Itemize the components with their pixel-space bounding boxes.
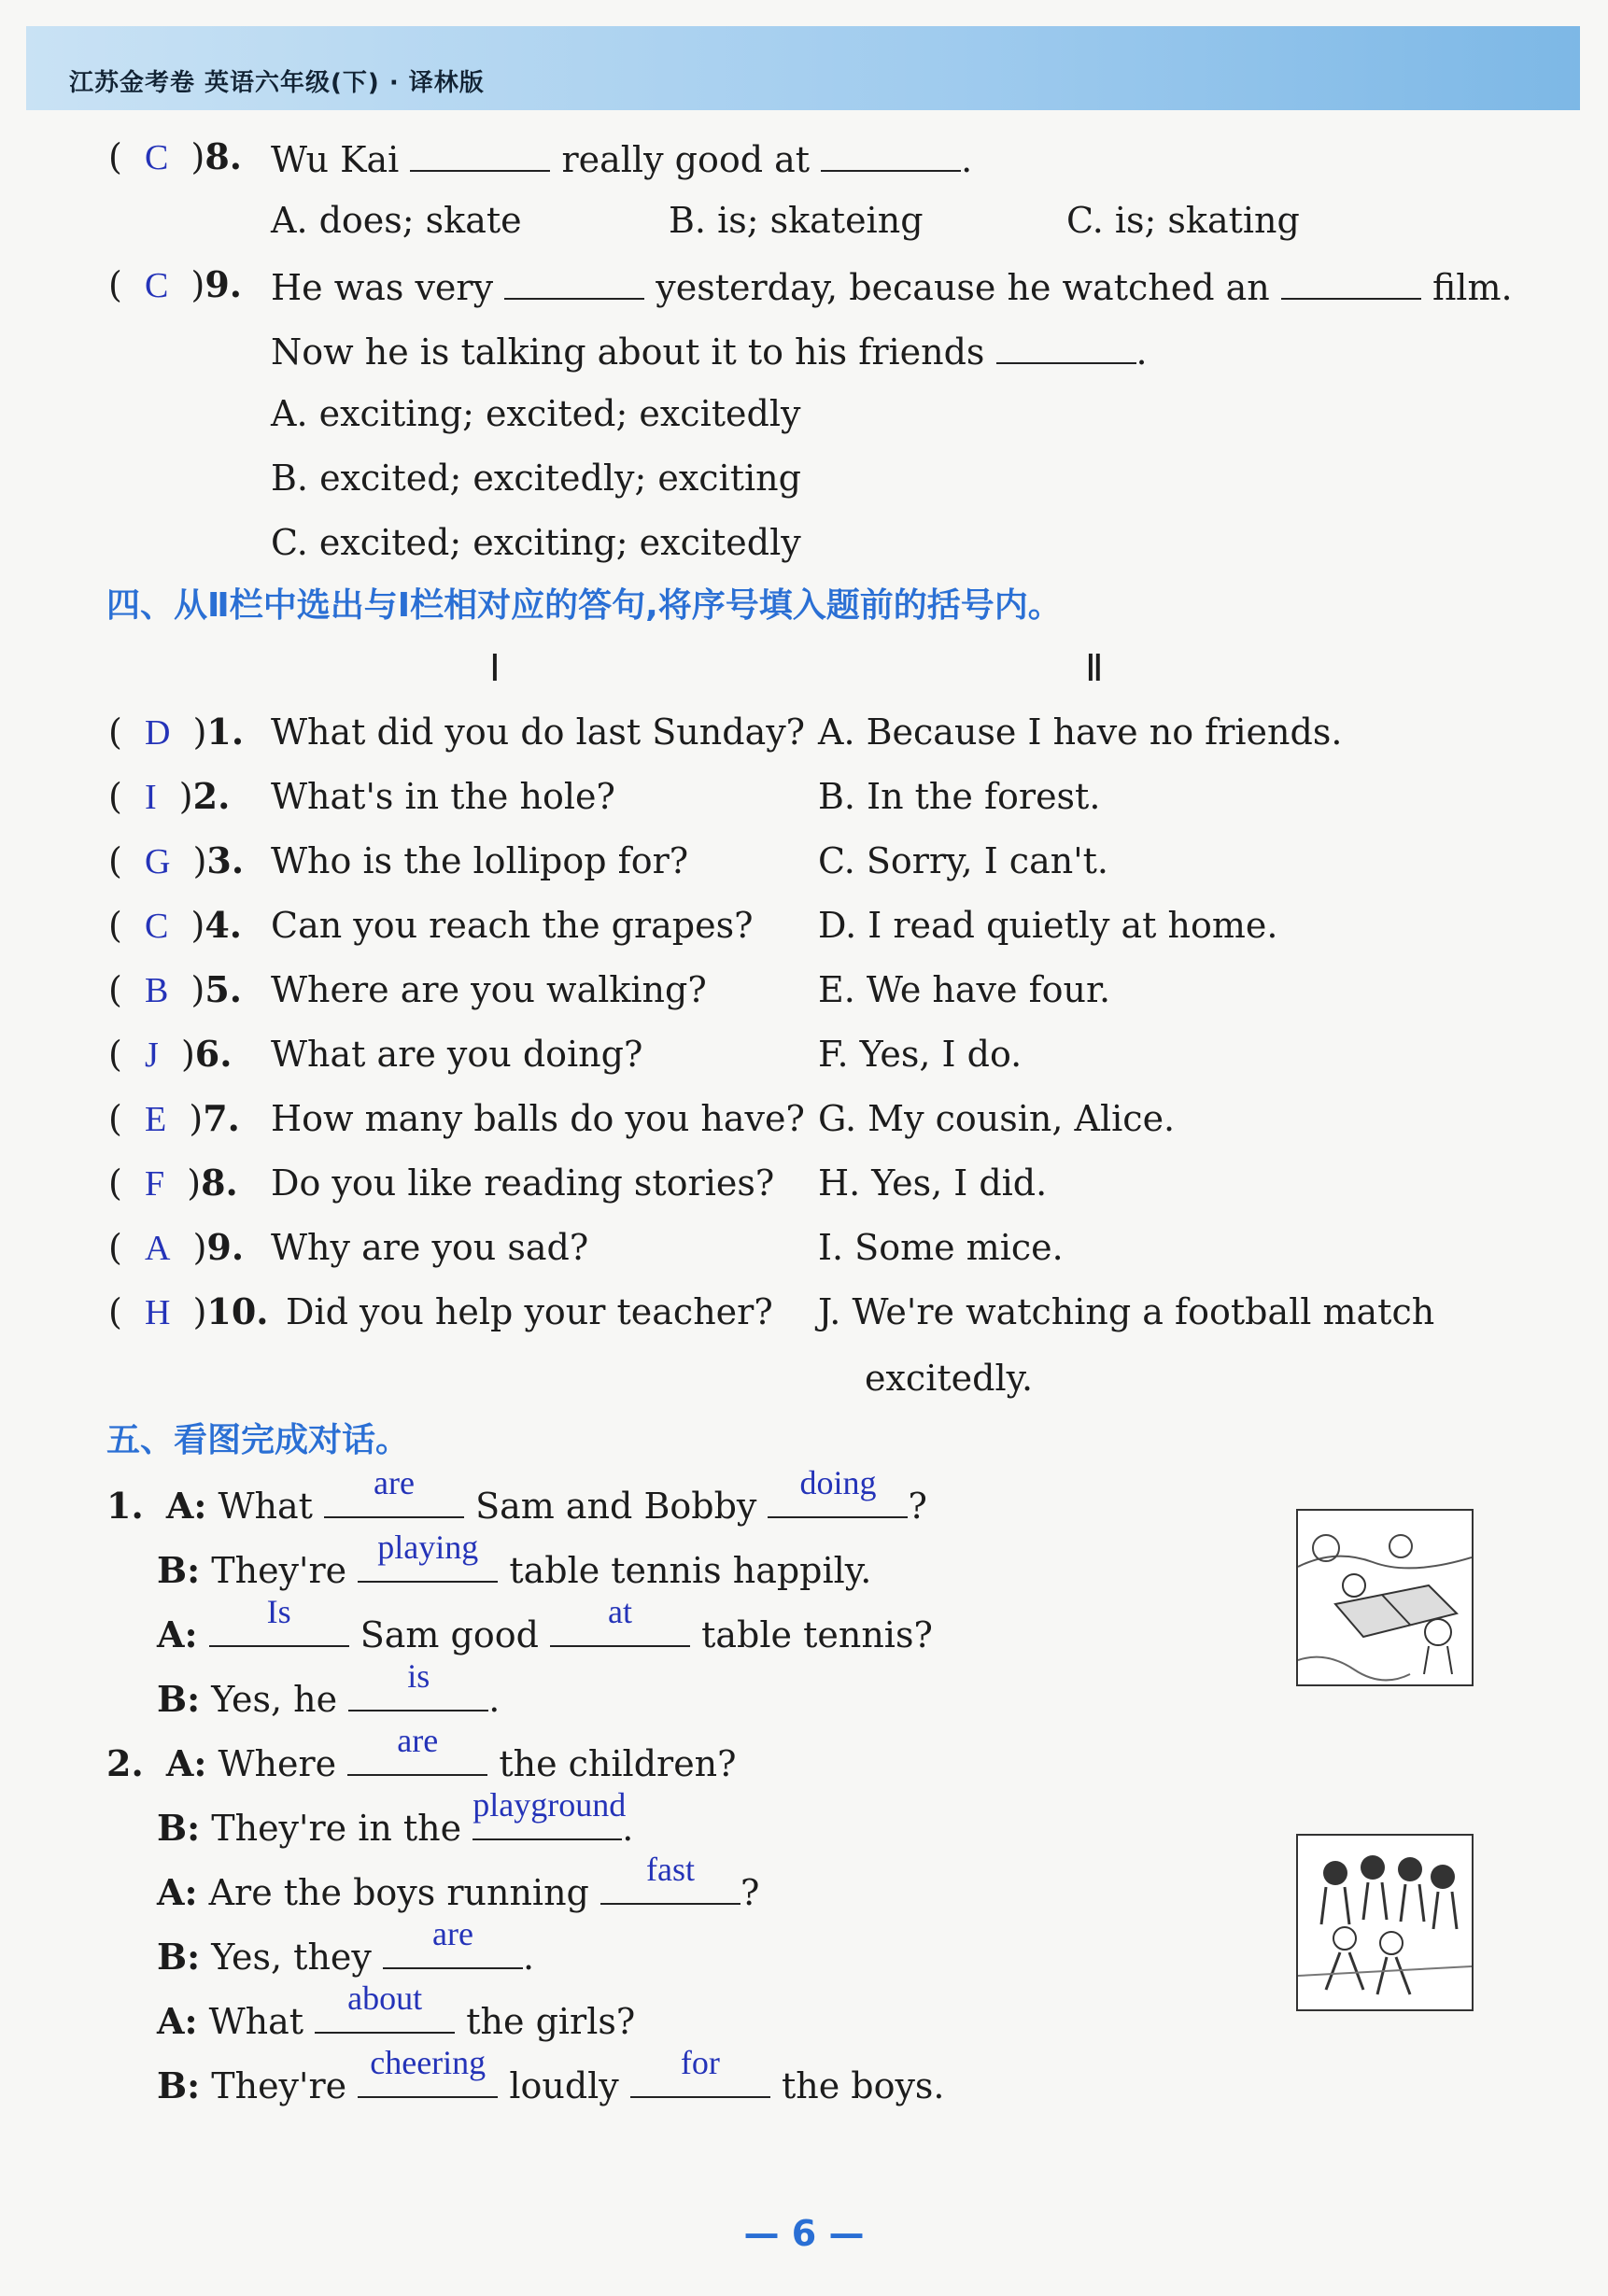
question-number: 8. bbox=[201, 1162, 238, 1204]
dialogue-2-line-6: B: They're cheering loudly for the boys. bbox=[157, 2044, 945, 2106]
table-tennis-picture bbox=[1296, 1509, 1474, 1686]
question-number: 6. bbox=[194, 1033, 233, 1075]
dialogue-1-line-2: B: They're playing table tennis happily. bbox=[157, 1528, 872, 1591]
blank: for bbox=[630, 2061, 770, 2098]
dialogue-2-line-2: B: They're in the playground . bbox=[157, 1786, 634, 1849]
answer-paren-row: ( H )10. bbox=[108, 1290, 269, 1332]
matching-option: I. Some mice. bbox=[818, 1227, 1064, 1268]
matching-option: A. Because I have no friends. bbox=[818, 711, 1343, 753]
question-number: 3. bbox=[206, 839, 245, 881]
question-number: 10. bbox=[206, 1290, 269, 1332]
answer-paren-row: ( G )3. bbox=[108, 839, 245, 881]
question-number: 5. bbox=[205, 968, 242, 1010]
matching-question: Why are you sad? bbox=[271, 1227, 589, 1268]
question-q9-line2: Now he is talking about it to his friends . bbox=[271, 327, 1148, 374]
answer-paren-row: ( I )2. bbox=[108, 775, 231, 817]
option-c: C. excited; exciting; excitedly bbox=[271, 522, 801, 563]
matching-question: What's in the hole? bbox=[271, 776, 615, 817]
matching-question: What did you do last Sunday? bbox=[271, 711, 806, 753]
matching-question: Do you like reading stories? bbox=[271, 1162, 775, 1204]
answer-letter: E bbox=[144, 1100, 167, 1139]
matching-option: C. Sorry, I can't. bbox=[818, 840, 1108, 881]
blank: are bbox=[324, 1481, 464, 1518]
blank: fast bbox=[600, 1867, 741, 1905]
answer-paren-row: ( E )7. bbox=[108, 1097, 240, 1139]
answer-paren-row: ( A )9. bbox=[108, 1226, 245, 1268]
question-number: 1. bbox=[206, 711, 245, 753]
answer-paren-q9: ( C )9. bbox=[108, 263, 242, 305]
blank: cheering bbox=[358, 2061, 498, 2098]
answer-paren-row: ( C )4. bbox=[108, 904, 242, 946]
dialogue-1-line-4: B: Yes, he is . bbox=[157, 1657, 501, 1720]
matching-question: How many balls do you have? bbox=[271, 1098, 805, 1139]
dialogue-1-line-1: 1. A: What are Sam and Bobby doing ? bbox=[106, 1464, 927, 1527]
answer-letter: D bbox=[144, 713, 171, 753]
blank: doing bbox=[768, 1481, 908, 1518]
matching-question: Can you reach the grapes? bbox=[271, 905, 754, 946]
answer-letter: C bbox=[144, 907, 169, 946]
answer-q9: C bbox=[144, 266, 169, 305]
question-q8: Wu Kai really good at . bbox=[271, 134, 972, 182]
dialogue-1-line-3: A: Is Sam good at table tennis? bbox=[157, 1593, 933, 1655]
section-title-4: 四、从Ⅱ栏中选出与Ⅰ栏相对应的答句,将序号填入题前的括号内。 bbox=[106, 586, 1062, 625]
matching-option: F. Yes, I do. bbox=[818, 1034, 1023, 1075]
column-heading-2: Ⅱ bbox=[1085, 647, 1104, 689]
section-title-5: 五、看图完成对话。 bbox=[106, 1421, 410, 1459]
answer-letter: J bbox=[144, 1035, 159, 1075]
matching-question: Who is the lollipop for? bbox=[271, 840, 689, 881]
column-heading-1: Ⅰ bbox=[489, 647, 501, 689]
matching-option: D. I read quietly at home. bbox=[818, 905, 1278, 946]
blank: is bbox=[348, 1674, 488, 1711]
dialogue-2-line-3: A: Are the boys running fast ? bbox=[157, 1851, 760, 1913]
answer-paren-q8: ( C )8. bbox=[108, 135, 242, 177]
question-number: 7. bbox=[203, 1097, 240, 1139]
matching-question: What are you doing? bbox=[271, 1034, 643, 1075]
option-c: C. is; skating bbox=[1066, 200, 1300, 241]
blank: Is bbox=[209, 1610, 349, 1647]
page-number: — 6 — bbox=[743, 2213, 865, 2254]
matching-question: Did you help your teacher? bbox=[286, 1291, 773, 1332]
header-title: 江苏金考卷 英语六年级(下) · 译林版 bbox=[69, 69, 485, 97]
blank bbox=[504, 262, 644, 300]
matching-option: H. Yes, I did. bbox=[818, 1162, 1048, 1204]
dialogue-2-line-1: 2. A: Where are the children? bbox=[106, 1722, 737, 1784]
blank bbox=[996, 327, 1136, 364]
question-number: 4. bbox=[205, 904, 242, 946]
matching-option: E. We have four. bbox=[818, 969, 1111, 1010]
question-q9: He was very yesterday, because he watched an film. bbox=[271, 262, 1513, 310]
question-number: 9. bbox=[205, 263, 242, 305]
blank: are bbox=[347, 1739, 487, 1776]
question-number: 8. bbox=[205, 135, 242, 177]
matching-question: Where are you walking? bbox=[271, 969, 707, 1010]
answer-paren-row: ( J )6. bbox=[108, 1033, 233, 1075]
option-b: B. is; skateing bbox=[669, 200, 924, 241]
option-a: A. does; skate bbox=[271, 200, 522, 241]
answer-letter: A bbox=[144, 1229, 171, 1268]
children-running-picture bbox=[1296, 1834, 1474, 2011]
answer-letter: B bbox=[144, 971, 169, 1010]
blank: playground bbox=[473, 1803, 622, 1840]
blank: at bbox=[550, 1610, 690, 1647]
answer-paren-row: ( B )5. bbox=[108, 968, 242, 1010]
answer-letter: G bbox=[144, 842, 171, 881]
blank bbox=[1281, 262, 1421, 300]
blank bbox=[821, 134, 961, 172]
dialogue-2-line-5: A: What about the girls? bbox=[157, 1979, 636, 2042]
answer-q8: C bbox=[144, 138, 169, 177]
blank bbox=[410, 134, 550, 172]
matching-option: J. We're watching a football match bbox=[818, 1291, 1435, 1332]
matching-option: B. In the forest. bbox=[818, 776, 1101, 817]
question-number: 2. bbox=[192, 775, 231, 817]
blank: about bbox=[315, 1996, 455, 2034]
option-a: A. exciting; excited; excitedly bbox=[271, 393, 801, 434]
answer-letter: I bbox=[144, 778, 157, 817]
blank: playing bbox=[358, 1545, 498, 1583]
blank: are bbox=[383, 1932, 523, 1969]
matching-option: G. My cousin, Alice. bbox=[818, 1098, 1176, 1139]
question-number: 9. bbox=[206, 1226, 245, 1268]
option-continuation: excitedly. bbox=[865, 1358, 1034, 1399]
dialogue-2-line-4: B: Yes, they are . bbox=[157, 1915, 535, 1978]
answer-letter: H bbox=[144, 1293, 171, 1332]
answer-paren-row: ( D )1. bbox=[108, 711, 245, 753]
option-b: B. excited; excitedly; exciting bbox=[271, 458, 801, 499]
answer-paren-row: ( F )8. bbox=[108, 1162, 238, 1204]
answer-letter: F bbox=[144, 1164, 165, 1204]
